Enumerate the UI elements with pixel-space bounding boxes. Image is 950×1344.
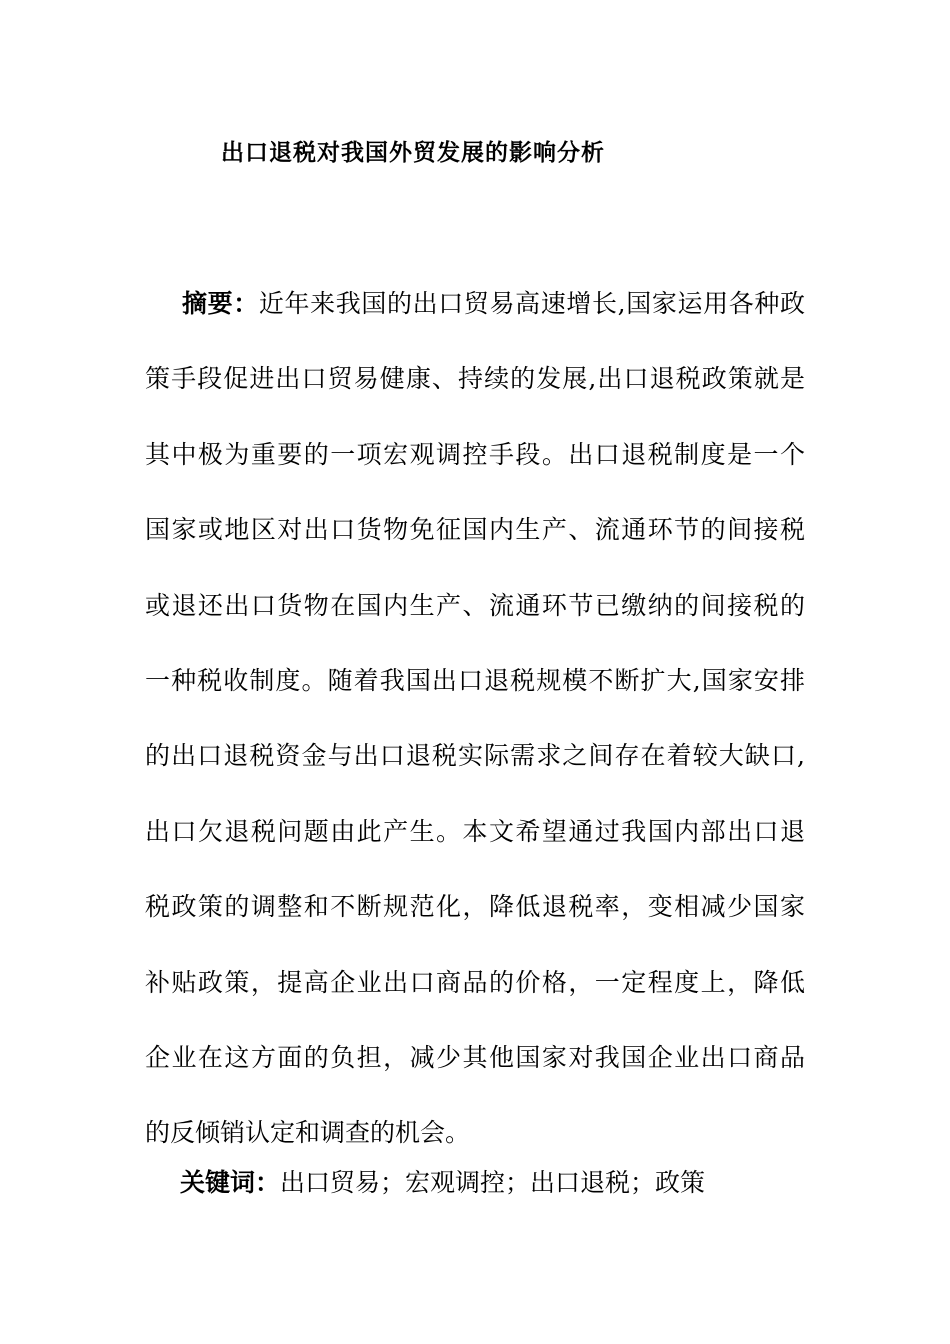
abstract-line: 或退还出口货物在国内生产、流通环节已缴纳的间接税的 [145,590,805,620]
abstract-line: 税政策的调整和不断规范化，降低退税率，变相减少国家 [145,892,805,922]
abstract-text: 近年来我国的出口贸易高速增长,国家运用各种政 [258,289,805,318]
abstract-line: 一种税收制度。随着我国出口退税规模不断扩大,国家安排 [145,665,805,695]
abstract-line [145,266,805,341]
abstract-line: 企业在这方面的负担，减少其他国家对我国企业出口商品 [145,1042,805,1072]
document-title: 出口退税对我国外贸发展的影响分析 [221,140,605,166]
abstract-line: 国家或地区对出口货物免征国内生产、流通环节的间接税 [145,515,805,545]
abstract-line: 策手段促进出口贸易健康、持续的发展,出口退税政策就是 [145,364,805,394]
abstract-line: 其中极为重要的一项宏观调控手段。出口退税制度是一个 [145,439,805,469]
abstract-line: 的反倾销认定和调查的机会。 [145,1118,471,1148]
abstract-label: 摘要： [182,289,259,318]
abstract-line: 出口欠退税问题由此产生。本文希望通过我国内部出口退 [145,816,805,846]
keywords-line [180,1163,705,1203]
keywords-label: 关键词： [180,1168,281,1197]
abstract-line: 的出口退税资金与出口退税实际需求之间存在着较大缺口, [145,741,805,771]
keywords-text: 出口贸易；宏观调控；出口退税；政策 [280,1168,706,1197]
abstract-line: 补贴政策，提高企业出口商品的价格，一定程度上，降低 [145,967,805,997]
abstract-section [145,266,805,1171]
